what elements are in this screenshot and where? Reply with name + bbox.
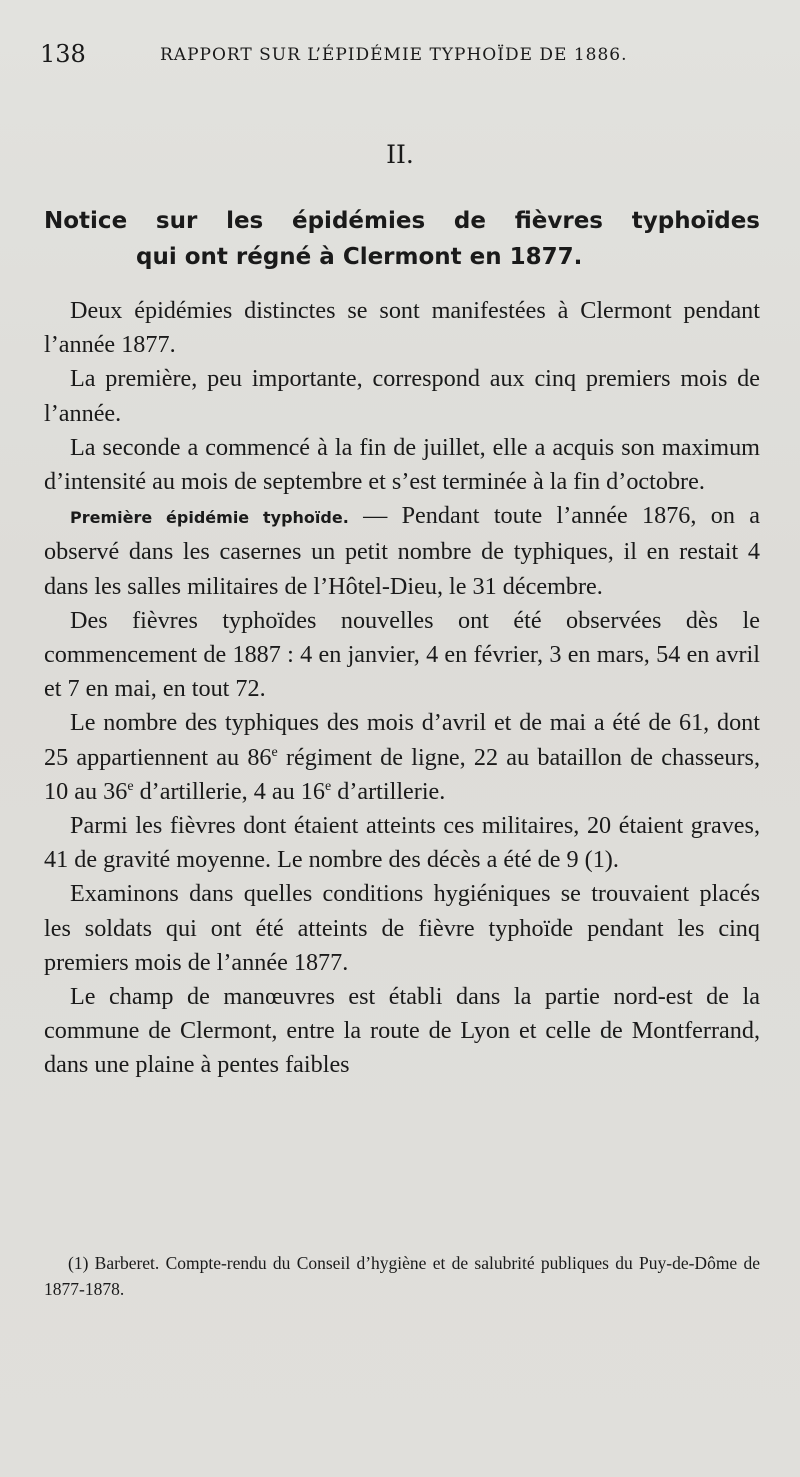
section-number: II. (386, 140, 414, 169)
paragraph-text: régiment de ligne, 22 au bataillon de chasseurs, 10 au 36 (44, 743, 760, 805)
paragraph: La première, peu importante, correspond aux cinq premiers mois de l’année. (44, 365, 760, 427)
paragraph: Parmi les fièvres dont étaient atteints ces militaires, 20 étaient graves, 41 de gravité moyenne. Le nombre des décès a été de 9 (1). (44, 812, 760, 874)
paragraph: Le champ de manœuvres est établi dans la partie nord-est de la commune de Clermont, entre la route de Lyon et celle de Montferrand, dans une plaine à pentes faibles (44, 983, 760, 1079)
footnote-text: (1) Barberet. Compte-rendu du Conseil d’hygiène et de salubrité publiques du Puy-de-Dôme de 1877-1878. (44, 1253, 760, 1299)
paragraph-text: d’artillerie. (331, 777, 446, 805)
running-header (40, 40, 760, 76)
paragraph-text: d’artillerie, 4 au 16 (133, 777, 325, 805)
paragraph: La seconde a commencé à la fin de juillet, elle a acquis son maximum d’intensité au mois de septembre et s’est terminée à la fin d’octobre. (44, 433, 760, 496)
paragraph-text: — Pendant toute l’année 1876, on a observé dans les casernes un petit nombre de typhiques, il en restait 4 dans les salles militaires de l’Hôtel-Dieu, le 31 décembre. (44, 502, 760, 600)
page-number: 138 (40, 40, 86, 68)
subsection-heading: Première épidémie typhoïde. (70, 508, 349, 528)
paragraph (44, 499, 760, 604)
paragraph: Examinons dans quelles conditions hygiéniques se trouvaient placés les soldats qui ont été atteints de fièvre typhoïde pendant les cinq premiers mois de l’année 1877. (44, 880, 760, 976)
section-title-line-2: qui ont régné à Clermont en 1877. (136, 244, 583, 270)
section-title-line-1: Notice sur les épidémies de fièvres typhoïdes (44, 208, 760, 234)
footnote (44, 1250, 760, 1302)
section-title (44, 203, 760, 275)
ordinal-superscript: e (324, 778, 332, 794)
ordinal-superscript: e (127, 778, 134, 794)
body-text (44, 294, 760, 1083)
paragraph: Deux épidémies distinctes se sont manifestées à Clermont pendant l’année 1877. (44, 297, 760, 359)
header-title: RAPPORT SUR L’ÉPIDÉMIE TYPHOÏDE DE 1886. (160, 45, 628, 65)
paragraph (44, 706, 760, 809)
paragraph: Des fièvres typhoïdes nouvelles ont été observées dès le commencement de 1887 : 4 en janvier, 4 en février, 3 en mars, 54 en avril et 7 en mai, en tout 72. (44, 606, 760, 703)
ordinal-superscript: e (271, 744, 278, 760)
paragraph-text: Le nombre des typhiques des mois d’avril et de mai a été de 61, dont 25 appartiennent au 86 (44, 709, 760, 771)
